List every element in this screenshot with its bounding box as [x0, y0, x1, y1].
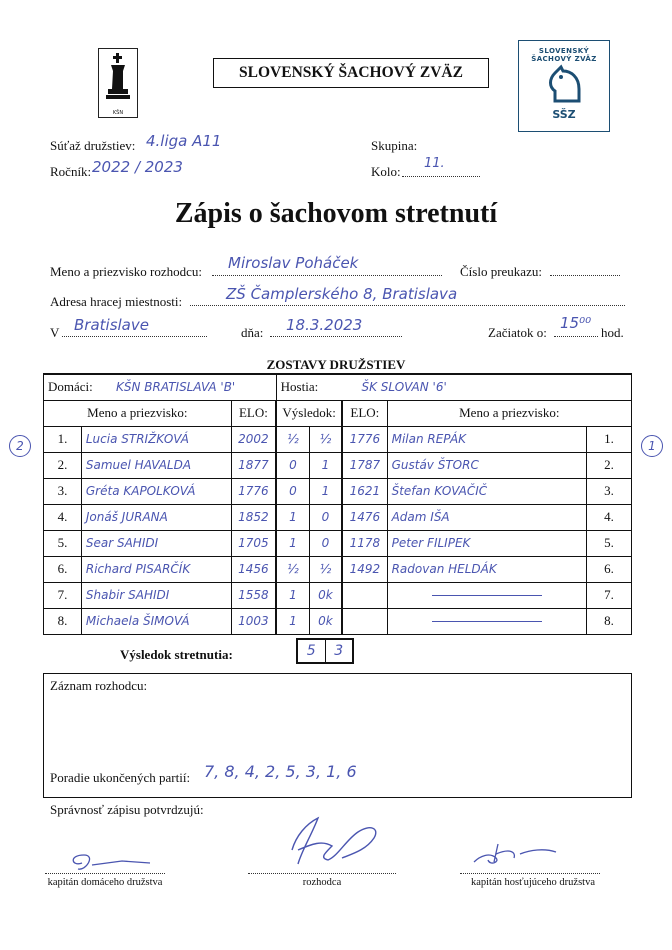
away-player-elo: 1776	[342, 426, 387, 452]
club-logo	[98, 48, 138, 118]
away-player-elo: 1492	[342, 556, 387, 582]
away-player-elo	[342, 582, 387, 608]
card-dots	[550, 262, 620, 276]
home-player-result: 1	[276, 582, 309, 608]
home-player-name: Samuel HAVALDA	[81, 452, 231, 478]
season-label: Ročník:	[50, 164, 92, 179]
date-value: 18.3.2023	[286, 316, 363, 334]
home-player-elo: 1003	[231, 608, 276, 634]
lineup-row	[44, 608, 632, 634]
home-player-name: Shabir SAHIDI	[81, 582, 231, 608]
knight-icon	[541, 61, 589, 105]
federation-title: SLOVENSKÝ ŠACHOVÝ ZVÄZ	[213, 58, 489, 88]
board-number-right: 4.	[587, 504, 632, 530]
competition-value: 4.liga A11	[146, 132, 222, 150]
board-number-right: 6.	[587, 556, 632, 582]
start-value: 15⁰⁰	[560, 314, 592, 332]
away-player-result: ½	[309, 426, 342, 452]
away-captain-label: kapitán hosťujúceho družstva	[470, 877, 596, 888]
lineup-rows	[44, 426, 632, 634]
away-player-elo: 1178	[342, 530, 387, 556]
match-result-box	[296, 638, 354, 664]
home-player-name: Richard PISARČÍK	[81, 556, 231, 582]
away-player-name: Gustáv ŠTORC	[387, 452, 587, 478]
arbiter-name-label: Meno a priezvisko rozhodcu:	[50, 264, 202, 279]
away-player-name	[387, 608, 587, 634]
col-home-elo: ELO:	[231, 400, 276, 426]
home-captain-line	[45, 873, 165, 874]
away-player-name: Milan REPÁK	[387, 426, 587, 452]
board-number: 5.	[44, 530, 82, 556]
board-number: 2.	[44, 452, 82, 478]
board-number-right: 8.	[587, 608, 632, 634]
home-player-name: Lucia STRIŽKOVÁ	[81, 426, 231, 452]
confirm-label: Správnosť zápisu potvrdzujú:	[50, 802, 204, 817]
start-unit: hod.	[601, 325, 624, 340]
away-player-result: 0k	[309, 582, 342, 608]
city-value: Bratislave	[74, 316, 149, 334]
arbiter-name-value: Miroslav Poháček	[228, 254, 359, 272]
home-player-elo: 1456	[231, 556, 276, 582]
away-player-result: ½	[309, 556, 342, 582]
home-player-elo: 1705	[231, 530, 276, 556]
board-number-right: 2.	[587, 452, 632, 478]
club-logo-caption: KŠN	[112, 110, 124, 116]
away-player-name: Adam IŠA	[387, 504, 587, 530]
lineup-row	[44, 478, 632, 504]
federation-logo-ring: SLOVENSKÝ ŠACHOVÝ ZVÄZ	[531, 47, 597, 63]
federation-logo-abbr: SŠZ	[552, 108, 576, 121]
away-player-elo: 1787	[342, 452, 387, 478]
board-number: 8.	[44, 608, 82, 634]
away-player-result: 0k	[309, 608, 342, 634]
away-player-elo: 1621	[342, 478, 387, 504]
lineup-row	[44, 504, 632, 530]
board-number-right: 1.	[587, 426, 632, 452]
col-home-name: Meno a priezvisko:	[44, 400, 232, 426]
home-player-result: ½	[276, 556, 309, 582]
lineup-row	[44, 530, 632, 556]
board-number-right: 3.	[587, 478, 632, 504]
away-team-cell	[276, 374, 631, 400]
lineups-title: ZOSTAVY DRUŽSTIEV	[266, 357, 406, 372]
competition-label: Súťaž družstiev:	[50, 138, 136, 153]
away-label: Hostia:	[280, 379, 319, 395]
lineup-row	[44, 426, 632, 452]
season-value: 2022 / 2023	[92, 158, 183, 176]
arbiter-signature	[262, 810, 412, 872]
arbiter-notes-box	[43, 673, 632, 798]
away-player-name: Radovan HELDÁK	[387, 556, 587, 582]
home-team-value: KŠN BRATISLAVA 'B'	[116, 380, 236, 395]
lineup-row	[44, 452, 632, 478]
venue-label: Adresa hracej miestnosti:	[50, 294, 183, 309]
away-player-elo: 1476	[342, 504, 387, 530]
away-player-name: Peter FILIPEK	[387, 530, 587, 556]
col-away-elo: ELO:	[342, 400, 387, 426]
side-mark-right: 1	[641, 435, 663, 457]
date-label: dňa:	[241, 325, 264, 340]
venue-value: ZŠ Čamplerského 8, Bratislava	[226, 285, 458, 303]
start-label: Začiatok o:	[488, 325, 547, 340]
order-value: 7, 8, 4, 2, 5, 3, 1, 6	[204, 762, 357, 781]
home-label: Domáci:	[48, 379, 93, 395]
away-player-result: 0	[309, 504, 342, 530]
home-player-elo: 1852	[231, 504, 276, 530]
city-label: V	[50, 325, 60, 340]
away-player-name: Štefan KOVAČIČ	[387, 478, 587, 504]
board-number-right: 5.	[587, 530, 632, 556]
home-captain-signature	[62, 845, 162, 875]
away-player-result: 0	[309, 530, 342, 556]
home-player-name: Sear SAHIDI	[81, 530, 231, 556]
home-player-elo: 2002	[231, 426, 276, 452]
home-team-cell	[44, 374, 277, 400]
group-label: Skupina:	[371, 138, 418, 153]
home-player-elo: 1558	[231, 582, 276, 608]
document-title: Zápis o šachovom stretnutí	[174, 198, 498, 229]
federation-logo	[518, 40, 610, 132]
home-player-name: Gréta KAPOLKOVÁ	[81, 478, 231, 504]
match-result-label: Výsledok stretnutia:	[120, 647, 233, 662]
col-away-name: Meno a priezvisko:	[387, 400, 631, 426]
away-team-value: ŠK SLOVAN '6'	[361, 380, 447, 395]
match-result-home: 5	[298, 640, 326, 662]
col-result: Výsledok:	[276, 400, 342, 426]
home-captain-label: kapitán domáceho družstva	[47, 877, 163, 888]
home-player-elo: 1776	[231, 478, 276, 504]
home-player-result: 1	[276, 608, 309, 634]
card-label: Číslo preukazu:	[460, 264, 542, 279]
lineups-table	[43, 373, 632, 635]
home-player-name: Michaela ŠIMOVÁ	[81, 608, 231, 634]
chess-king-icon	[99, 49, 137, 107]
home-player-name: Jonáš JURANA	[81, 504, 231, 530]
home-player-result: 0	[276, 452, 309, 478]
arbiter-label: rozhodca	[302, 877, 342, 888]
arbiter-line	[248, 873, 396, 874]
home-player-result: ½	[276, 426, 309, 452]
home-player-elo: 1877	[231, 452, 276, 478]
away-captain-signature	[460, 832, 570, 872]
home-player-result: 1	[276, 530, 309, 556]
lineup-row	[44, 556, 632, 582]
teams-row	[44, 374, 632, 400]
board-number: 4.	[44, 504, 82, 530]
home-player-result: 0	[276, 478, 309, 504]
board-number: 1.	[44, 426, 82, 452]
board-number-right: 7.	[587, 582, 632, 608]
board-number: 6.	[44, 556, 82, 582]
round-label: Kolo:	[371, 164, 401, 179]
away-player-result: 1	[309, 452, 342, 478]
order-label: Poradie ukončených partií:	[50, 770, 191, 785]
header-row	[44, 400, 632, 426]
away-player-elo	[342, 608, 387, 634]
board-number: 7.	[44, 582, 82, 608]
board-number: 3.	[44, 478, 82, 504]
record-label: Záznam rozhodcu:	[50, 678, 148, 693]
away-player-result: 1	[309, 478, 342, 504]
side-mark-left: 2	[9, 435, 31, 457]
home-player-result: 1	[276, 504, 309, 530]
lineup-row	[44, 582, 632, 608]
away-player-name	[387, 582, 587, 608]
round-value: 11.	[424, 156, 445, 171]
match-result-away: 3	[334, 643, 344, 659]
away-captain-line	[460, 873, 600, 874]
